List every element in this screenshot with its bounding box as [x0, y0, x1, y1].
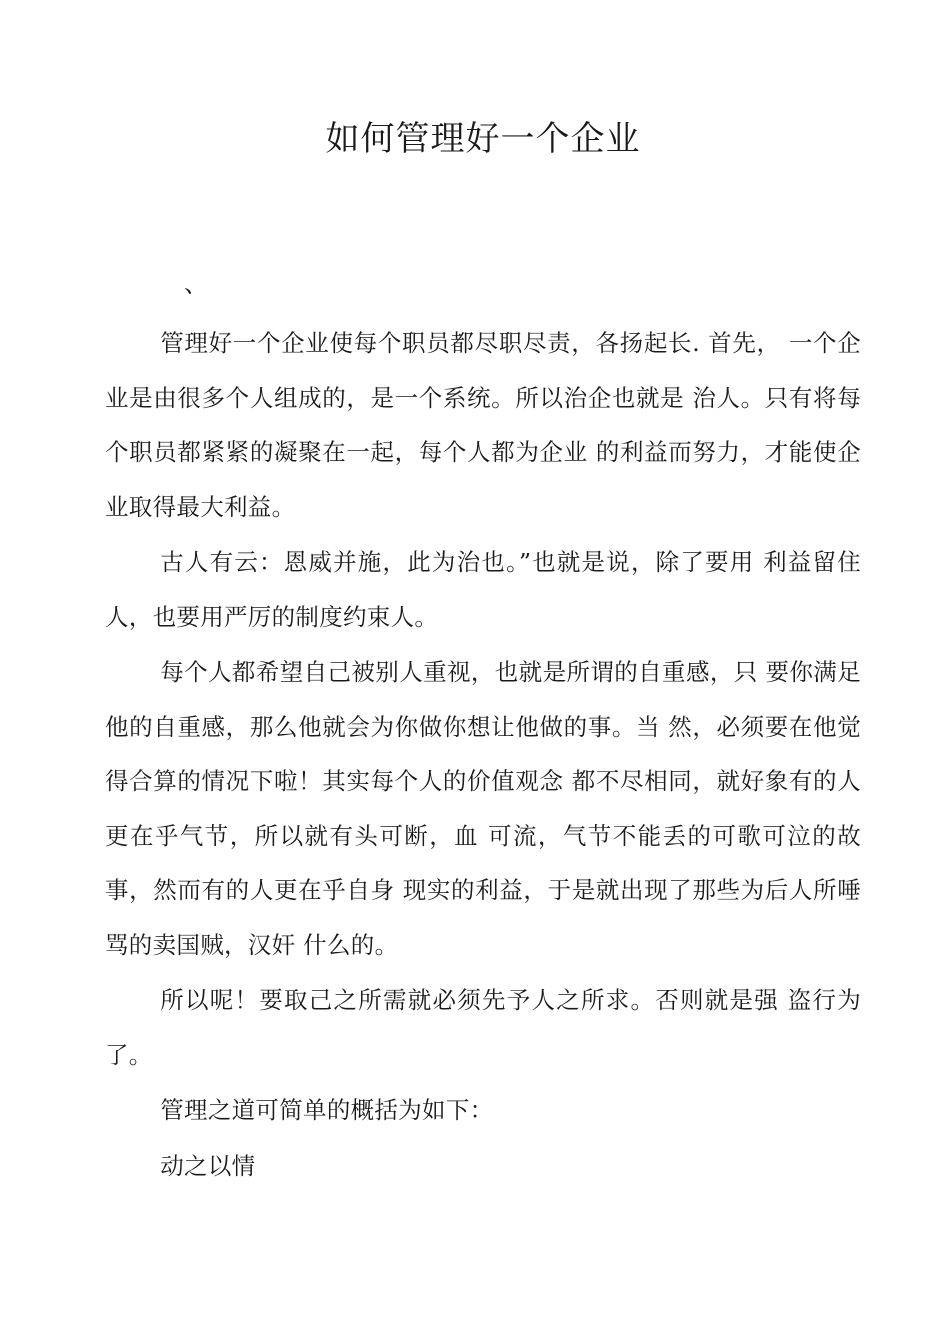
paragraph-6: 动之以情 — [160, 1151, 256, 1180]
document-body — [105, 316, 861, 1194]
document-title: 如何管理好一个企业 — [325, 119, 641, 159]
paragraph-3: 每个人都希望自己被别人重视，也就是所谓的自重感，只 要你满足他的自重感，那么他就会为你做你想让他做的事。当 然，必须要在他觉得合算的情况下啦！其实每个人的价值观念 都不尽相同，就好象有的人更在乎气节，所以就有头可断，血 可流，气节不能丢的可歌可泣的故事，然而有的人更在乎自身 现实的利益，于是就出现了那些为后人所唾骂的卖国贼，汉奸 什么的。 — [105, 658, 861, 959]
paragraph-5: 管理之道可简单的概括为如下： — [160, 1096, 494, 1124]
list-mark: 、 — [184, 270, 208, 298]
paragraph-4: 所以呢！要取己之所需就必须先予人之所求。否则就是强 盗行为了。 — [105, 986, 861, 1069]
paragraph-2: 古人有云：恩威并施，此为治也。”也就是说，除了要用 利益留住人，也要用严厉的制度约束人。 — [105, 548, 861, 631]
paragraph-1: 管理好一个企业使每个职员都尽职尽责，各扬起长. 首先， 一个企业是由很多个人组成的，是一个系统。所以治企也就是 治人。只有将每个职员都紧紧的凝聚在一起，每个人都为企业 的利益而努力，才能使企业取得最大利益。 — [105, 329, 861, 521]
